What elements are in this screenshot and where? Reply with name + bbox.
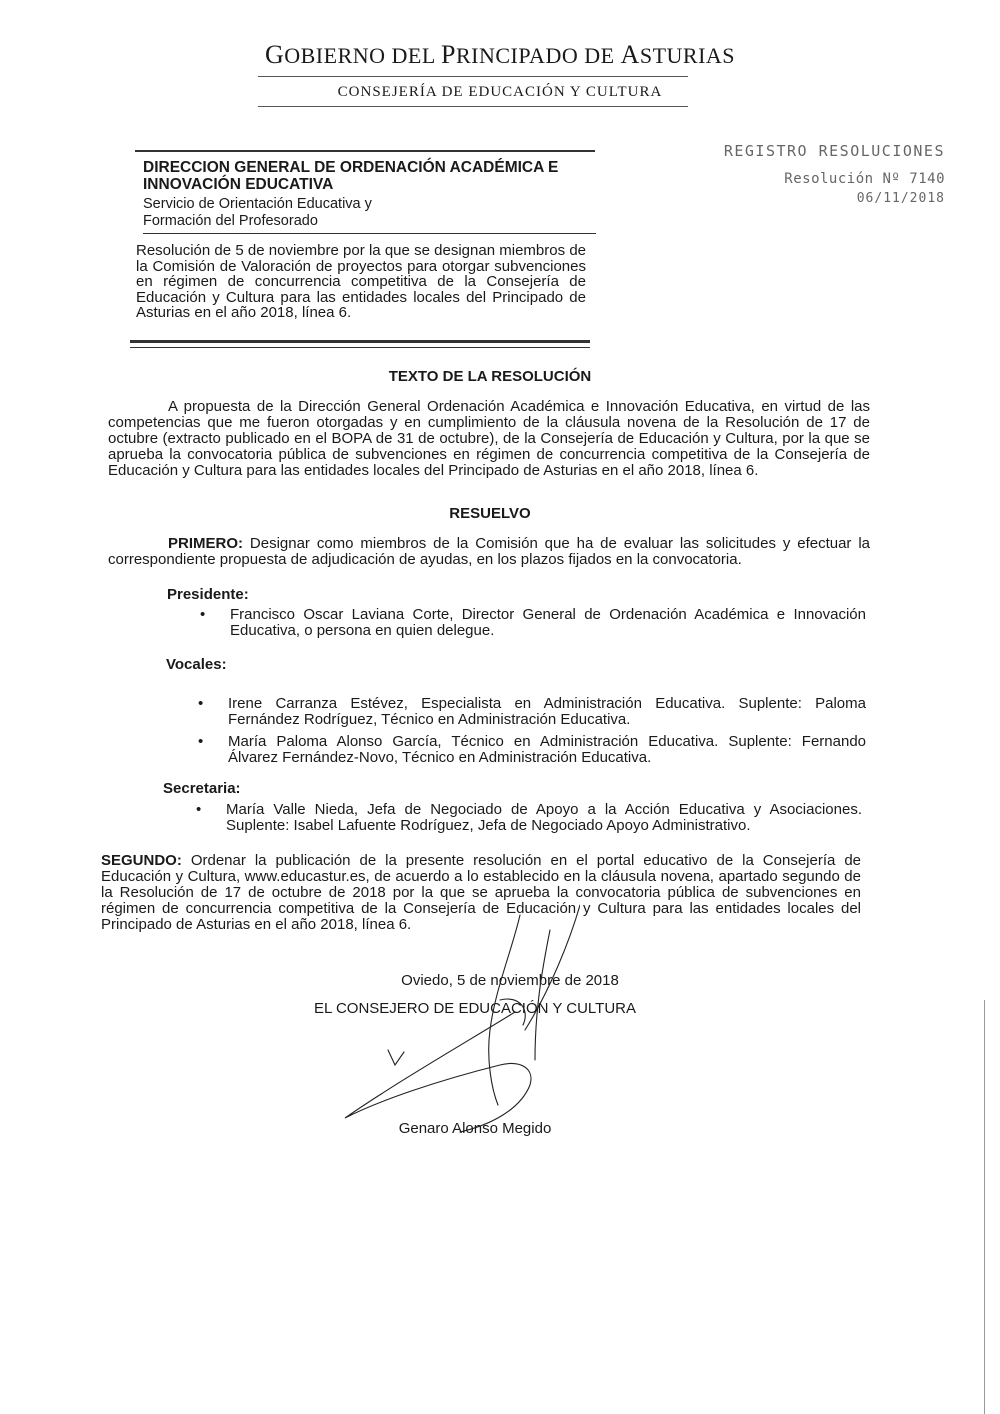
signature-stroke — [535, 930, 550, 1060]
member-text: María Paloma Alonso García, Técnico en Administración Educativa. Suplente: Fernando Álvarez Fernández-Novo, Técnico en Administración Educativa. — [228, 733, 866, 766]
government-name — [0, 40, 1000, 70]
handwritten-signature — [320, 900, 580, 1140]
gov-word-1: GOBIERNO DEL — [264, 40, 441, 69]
president-label: Presidente: — [167, 586, 249, 603]
directorate-line-1: DIRECCION GENERAL DE ORDENACIÓN ACADÉMICA E — [143, 159, 559, 176]
bullet-icon: • — [198, 695, 204, 712]
service-line-2: Formación del Profesorado — [143, 213, 318, 229]
secretary-item — [196, 801, 862, 834]
summary-rule-thin — [130, 347, 590, 348]
letterhead-rule-top — [258, 76, 688, 77]
signature-stroke — [500, 999, 525, 1025]
signer-title: EL CONSEJERO DE EDUCACIÓN Y CULTURA — [313, 1000, 636, 1017]
department-name: CONSEJERÍA DE EDUCACIÓN Y CULTURA — [337, 84, 663, 100]
president-text: Francisco Oscar Laviana Corte, Director General de Ordenación Académica e Innovación Educativa, o persona en quien delegue. — [230, 606, 866, 639]
first-point-label: PRIMERO: — [168, 535, 243, 552]
second-point-label: SEGUNDO: — [101, 852, 182, 869]
resolve-title: RESUELVO — [449, 505, 531, 522]
first-point-text: Designar como miembros de la Comisión que ha de evaluar las solicitudes y efectuar la correspondiente propuesta de adjudicación de ayudas, en los plazos fijados en la convocatoria. — [108, 535, 870, 568]
signature-stroke — [489, 915, 520, 1105]
registry-stamp-date: 06/11/2018 — [856, 191, 945, 206]
summary-rule — [130, 340, 590, 343]
letterhead-rule-bottom — [258, 106, 688, 107]
registry-stamp-number: Resolución Nº 7140 — [784, 171, 945, 187]
member-item — [198, 695, 866, 728]
secretary-label: Secretaria: — [163, 780, 241, 797]
signature-stroke — [345, 1012, 531, 1132]
secretary-text: María Valle Nieda, Jefa de Negociado de Apoyo a la Acción Educativa y Asociaciones. Suplente: Isabel Lafuente Rodríguez, Jefa de Negociado Apoyo Administrativo. — [226, 801, 862, 834]
header-rule-middle — [143, 233, 596, 234]
header-rule-top — [135, 150, 595, 152]
intro-paragraph: A propuesta de la Dirección General Ordenación Académica e Innovación Educativa, en virtud de las competencias que me fueron otorgadas y en cumplimiento de la cláusula novena de la Resolución de 17 de octubre (extracto publicado en el BOPA de 31 de octubre), de la Consejería de Educación y Cultura, por la que se aprueba la convocatoria pública de subvenciones en régimen de concurrencia competitiva de la Consejería de Educación y Cultura para las entidades locales del Principado de Asturias en el año 2018, línea 6. — [108, 398, 870, 479]
scan-edge-line — [984, 1000, 985, 1414]
member-item — [198, 733, 866, 766]
gov-word-3: ASTURIAS — [620, 40, 736, 69]
section-title: TEXTO DE LA RESOLUCIÓN — [388, 368, 592, 385]
directorate-line-2: INNOVACIÓN EDUCATIVA — [143, 176, 334, 193]
bullet-icon: • — [196, 801, 202, 818]
member-text: Irene Carranza Estévez, Especialista en Administración Educativa. Suplente: Paloma Fernández Rodríguez, Técnico en Administración Educativa. — [228, 695, 866, 728]
place-date: Oviedo, 5 de noviembre de 2018 — [401, 972, 619, 989]
members-label: Vocales: — [166, 656, 227, 673]
resolution-summary: Resolución de 5 de noviembre por la que se designan miembros de la Comisión de Valoración de proyectos para otorgar subvenciones en régimen de concurrencia competitiva de la Consejería de Educación y Cultura para las entidades locales del Principado de Asturias en el año 2018, línea 6. — [136, 242, 586, 321]
president-item — [200, 606, 866, 639]
signer-name: Genaro Alonso Megido — [398, 1120, 552, 1137]
directorate-title — [143, 159, 593, 193]
registry-stamp — [724, 142, 945, 206]
bullet-icon: • — [200, 606, 206, 623]
bullet-icon: • — [198, 733, 204, 750]
service-line-1: Servicio de Orientación Educativa y — [143, 196, 372, 212]
service-name — [143, 196, 593, 230]
first-point — [108, 536, 870, 568]
signature-stroke — [388, 1050, 404, 1065]
signature-stroke — [525, 905, 580, 1030]
second-point-text: Ordenar la publicación de la presente resolución en el portal educativo de la Consejería de Educación y Cultura, www.educastur.es, de acuerdo a lo establecido en la cláusula novena, apartado segundo de la Resolución de 17 de octubre de 2018 por la que se aprueba la convocatoria pública de subvenciones en régimen de concurrencia competitiva de la Consejería de Educación y Cultura para las entidades locales del Principado de Asturias en el año 2018, línea 6. — [101, 852, 861, 933]
gov-word-2: PRINCIPADO DE — [440, 40, 621, 69]
registry-stamp-title: REGISTRO RESOLUCIONES — [723, 142, 945, 160]
